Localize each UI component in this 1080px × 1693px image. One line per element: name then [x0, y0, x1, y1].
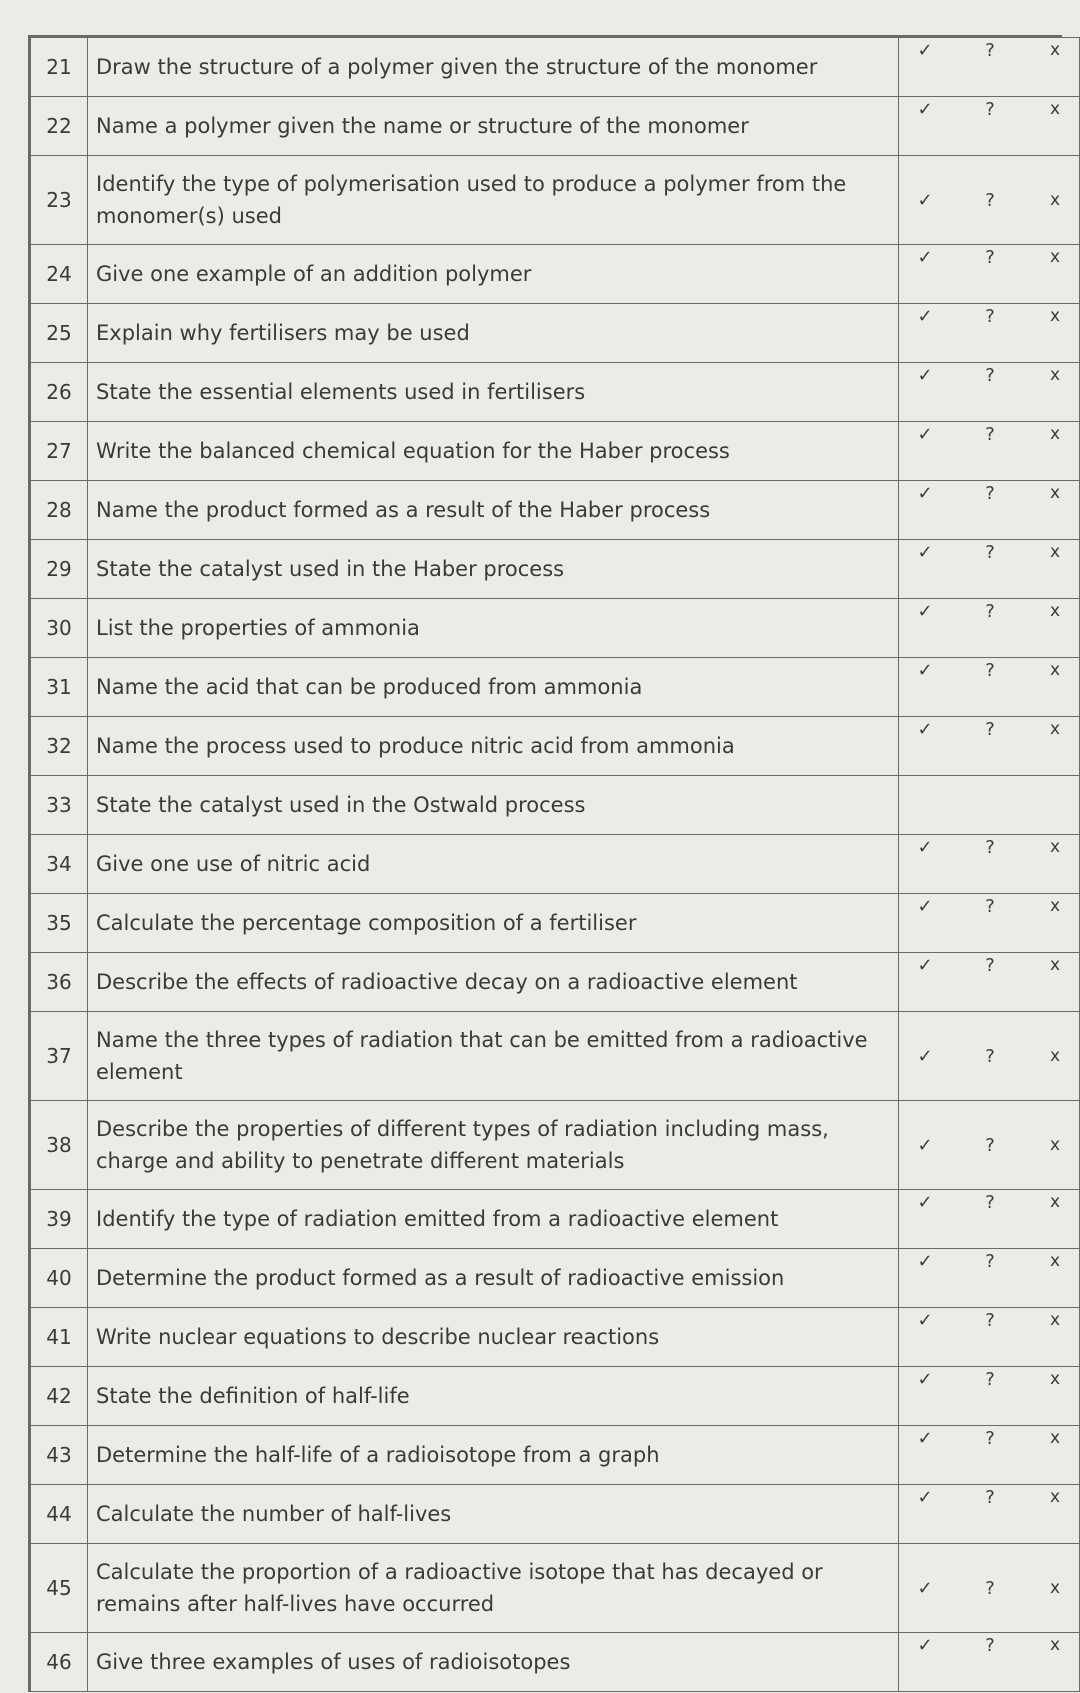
- marks-group: [899, 302, 1079, 364]
- row-marks: [899, 894, 1080, 953]
- table-row: [31, 1426, 1080, 1485]
- tick-mark[interactable]: ✓: [917, 40, 933, 61]
- row-number: 23: [31, 156, 88, 245]
- table-row: [31, 1101, 1080, 1190]
- table-row: [31, 1012, 1080, 1101]
- row-number: 38: [31, 1101, 88, 1190]
- row-marks: [899, 1485, 1080, 1544]
- row-marks: [899, 835, 1080, 894]
- table-row: [31, 1367, 1080, 1426]
- row-number: 37: [31, 1012, 88, 1101]
- row-number: 24: [31, 245, 88, 304]
- row-number: 35: [31, 894, 88, 953]
- row-objective: Calculate the number of half-lives: [88, 1485, 899, 1544]
- table-row: [31, 717, 1080, 776]
- table-row: [31, 894, 1080, 953]
- marks-group: [899, 892, 1079, 954]
- cross-mark[interactable]: x: [1049, 1310, 1061, 1330]
- unsure-mark[interactable]: ?: [985, 1045, 995, 1067]
- tick-mark[interactable]: ✓: [917, 660, 933, 681]
- unsure-mark[interactable]: ?: [985, 189, 995, 211]
- row-marks: [899, 1633, 1080, 1692]
- tick-mark[interactable]: ✓: [917, 601, 933, 622]
- marks-group: [899, 656, 1079, 718]
- row-objective: State the catalyst used in the Haber process: [88, 540, 899, 599]
- unsure-mark[interactable]: ?: [985, 1369, 995, 1390]
- cross-mark[interactable]: x: [1049, 955, 1061, 975]
- row-marks: [899, 1367, 1080, 1426]
- tick-mark[interactable]: ✓: [917, 1577, 933, 1599]
- unsure-mark[interactable]: ?: [985, 1577, 995, 1599]
- unsure-mark[interactable]: ?: [985, 542, 995, 563]
- row-number: 36: [31, 953, 88, 1012]
- unsure-mark[interactable]: ?: [985, 837, 995, 858]
- marks-group: [899, 833, 1079, 895]
- table-row: [31, 38, 1080, 97]
- row-objective: Give three examples of uses of radioisotopes: [88, 1633, 899, 1692]
- row-number: 40: [31, 1249, 88, 1308]
- row-number: 42: [31, 1367, 88, 1426]
- table-row: [31, 304, 1080, 363]
- marks-group: [899, 243, 1079, 305]
- marks-group: [899, 361, 1079, 423]
- marks-group: [899, 1631, 1079, 1693]
- tick-mark[interactable]: ✓: [917, 719, 933, 740]
- table-row: [31, 1190, 1080, 1249]
- cross-mark[interactable]: x: [1049, 660, 1061, 680]
- row-marks: [899, 245, 1080, 304]
- tick-mark[interactable]: ✓: [917, 1428, 933, 1449]
- cross-mark[interactable]: x: [1049, 365, 1061, 385]
- row-number: 31: [31, 658, 88, 717]
- row-objective: Draw the structure of a polymer given the structure of the monomer: [88, 38, 899, 97]
- table-row: [31, 540, 1080, 599]
- cross-mark[interactable]: x: [1049, 424, 1061, 444]
- row-objective: Describe the properties of different types of radiation including mass, charge and ability to penetrate different materials: [88, 1101, 899, 1190]
- cross-mark[interactable]: x: [1049, 896, 1061, 916]
- unsure-mark[interactable]: ?: [985, 1635, 995, 1656]
- row-number: 33: [31, 776, 88, 835]
- row-number: 30: [31, 599, 88, 658]
- table-row: [31, 599, 1080, 658]
- cross-mark[interactable]: x: [1049, 247, 1061, 267]
- row-objective: Calculate the percentage composition of a fertiliser: [88, 894, 899, 953]
- unsure-mark[interactable]: ?: [985, 955, 995, 976]
- marks-group: [899, 597, 1079, 659]
- row-number: 45: [31, 1544, 88, 1633]
- marks-group: [899, 951, 1079, 1013]
- checklist-table: [30, 37, 1080, 1692]
- marks-group: [899, 1365, 1079, 1427]
- marks-group: [899, 1188, 1079, 1250]
- row-number: 46: [31, 1633, 88, 1692]
- cross-mark[interactable]: x: [1049, 99, 1061, 119]
- row-marks: [899, 1544, 1080, 1633]
- tick-mark[interactable]: ✓: [917, 247, 933, 268]
- table-row: [31, 422, 1080, 481]
- row-number: 41: [31, 1308, 88, 1367]
- tick-mark[interactable]: ✓: [917, 424, 933, 445]
- row-marks: [899, 599, 1080, 658]
- row-number: 29: [31, 540, 88, 599]
- row-number: 32: [31, 717, 88, 776]
- row-number: 28: [31, 481, 88, 540]
- table-row: [31, 97, 1080, 156]
- row-number: 21: [31, 38, 88, 97]
- marks-group: [899, 538, 1079, 600]
- row-marks: [899, 1012, 1080, 1101]
- row-marks: [899, 1101, 1080, 1190]
- table-row: [31, 953, 1080, 1012]
- tick-mark[interactable]: ✓: [917, 365, 933, 386]
- row-marks: [899, 1190, 1080, 1249]
- row-marks: [899, 717, 1080, 776]
- tick-mark[interactable]: ✓: [917, 1369, 933, 1390]
- table-row: [31, 363, 1080, 422]
- row-marks: [899, 38, 1080, 97]
- cross-mark[interactable]: x: [1049, 1487, 1061, 1507]
- marks-group: [899, 776, 1079, 834]
- tick-mark[interactable]: ✓: [917, 1487, 933, 1508]
- row-number: 22: [31, 97, 88, 156]
- row-marks: [899, 97, 1080, 156]
- cross-mark[interactable]: x: [1049, 1135, 1061, 1155]
- unsure-mark[interactable]: ?: [985, 365, 995, 386]
- table-row: [31, 156, 1080, 245]
- row-objective: Calculate the proportion of a radioactive isotope that has decayed or remains after half-lives have occurred: [88, 1544, 899, 1633]
- row-objective: Give one use of nitric acid: [88, 835, 899, 894]
- checklist-sheet: [28, 35, 1062, 1692]
- row-marks: [899, 363, 1080, 422]
- unsure-mark[interactable]: ?: [985, 601, 995, 622]
- row-objective: Name the product formed as a result of the Haber process: [88, 481, 899, 540]
- cross-mark[interactable]: x: [1049, 1192, 1061, 1212]
- tick-mark[interactable]: ✓: [917, 99, 933, 120]
- checklist-body: [31, 38, 1080, 1692]
- cross-mark[interactable]: x: [1049, 1428, 1061, 1448]
- row-objective: State the essential elements used in fertilisers: [88, 363, 899, 422]
- tick-mark[interactable]: ✓: [917, 1635, 933, 1656]
- row-number: 34: [31, 835, 88, 894]
- tick-mark[interactable]: ✓: [917, 896, 933, 917]
- cross-mark[interactable]: x: [1049, 306, 1061, 326]
- row-marks: [899, 481, 1080, 540]
- table-row: [31, 776, 1080, 835]
- unsure-mark[interactable]: ?: [985, 483, 995, 504]
- tick-mark[interactable]: ✓: [917, 1134, 933, 1156]
- table-row: [31, 658, 1080, 717]
- marks-group: [899, 1101, 1079, 1189]
- table-row: [31, 835, 1080, 894]
- row-objective: Give one example of an addition polymer: [88, 245, 899, 304]
- row-objective: Explain why fertilisers may be used: [88, 304, 899, 363]
- row-objective: Describe the effects of radioactive decay on a radioactive element: [88, 953, 899, 1012]
- cross-mark[interactable]: x: [1049, 190, 1061, 210]
- cross-mark[interactable]: x: [1049, 1251, 1061, 1271]
- marks-group: [899, 1306, 1079, 1368]
- unsure-mark[interactable]: ?: [985, 1310, 995, 1331]
- row-objective: State the catalyst used in the Ostwald process: [88, 776, 899, 835]
- unsure-mark[interactable]: ?: [985, 1192, 995, 1213]
- tick-mark[interactable]: ✓: [917, 189, 933, 211]
- row-objective: Identify the type of radiation emitted from a radioactive element: [88, 1190, 899, 1249]
- row-objective: List the properties of ammonia: [88, 599, 899, 658]
- cross-mark[interactable]: x: [1049, 1369, 1061, 1389]
- tick-mark[interactable]: ✓: [917, 1251, 933, 1272]
- row-marks: [899, 658, 1080, 717]
- marks-group: [899, 420, 1079, 482]
- cross-mark[interactable]: x: [1049, 483, 1061, 503]
- cross-mark[interactable]: x: [1049, 837, 1061, 857]
- unsure-mark[interactable]: ?: [985, 660, 995, 681]
- unsure-mark[interactable]: ?: [985, 1134, 995, 1156]
- table-row: [31, 1485, 1080, 1544]
- tick-mark[interactable]: ✓: [917, 1192, 933, 1213]
- marks-group: [899, 1012, 1079, 1100]
- table-row: [31, 245, 1080, 304]
- cross-mark[interactable]: x: [1049, 1046, 1061, 1066]
- unsure-mark[interactable]: ?: [985, 1487, 995, 1508]
- row-number: 27: [31, 422, 88, 481]
- row-number: 39: [31, 1190, 88, 1249]
- row-objective: Name the process used to produce nitric acid from ammonia: [88, 717, 899, 776]
- tick-mark[interactable]: ✓: [917, 306, 933, 327]
- row-number: 25: [31, 304, 88, 363]
- tick-mark[interactable]: ✓: [917, 1045, 933, 1067]
- unsure-mark[interactable]: ?: [985, 1428, 995, 1449]
- unsure-mark[interactable]: ?: [985, 247, 995, 268]
- row-marks: [899, 422, 1080, 481]
- row-objective: Name the acid that can be produced from ammonia: [88, 658, 899, 717]
- row-marks: [899, 304, 1080, 363]
- unsure-mark[interactable]: ?: [985, 99, 995, 120]
- unsure-mark[interactable]: ?: [985, 424, 995, 445]
- tick-mark[interactable]: ✓: [917, 1310, 933, 1331]
- row-objective: Determine the product formed as a result of radioactive emission: [88, 1249, 899, 1308]
- marks-group: [899, 715, 1079, 777]
- tick-mark[interactable]: ✓: [917, 483, 933, 504]
- row-marks: [899, 1426, 1080, 1485]
- row-marks: [899, 1249, 1080, 1308]
- tick-mark[interactable]: ✓: [917, 955, 933, 976]
- cross-mark[interactable]: x: [1049, 40, 1061, 60]
- table-row: [31, 481, 1080, 540]
- row-objective: Name a polymer given the name or structure of the monomer: [88, 97, 899, 156]
- table-row: [31, 1544, 1080, 1633]
- row-objective: State the definition of half-life: [88, 1367, 899, 1426]
- unsure-mark[interactable]: ?: [985, 40, 995, 61]
- tick-mark[interactable]: ✓: [917, 542, 933, 563]
- row-number: 43: [31, 1426, 88, 1485]
- row-marks: [899, 776, 1080, 835]
- row-objective: Identify the type of polymerisation used to produce a polymer from the monomer(s) used: [88, 156, 899, 245]
- row-objective: Name the three types of radiation that can be emitted from a radioactive element: [88, 1012, 899, 1101]
- marks-group: [899, 36, 1079, 98]
- cross-mark[interactable]: x: [1049, 542, 1061, 562]
- marks-group: [899, 479, 1079, 541]
- table-row: [31, 1249, 1080, 1308]
- cross-mark[interactable]: x: [1049, 601, 1061, 621]
- marks-group: [899, 1424, 1079, 1486]
- marks-group: [899, 95, 1079, 157]
- marks-group: [899, 1247, 1079, 1309]
- row-objective: Determine the half-life of a radioisotope from a graph: [88, 1426, 899, 1485]
- cross-mark[interactable]: x: [1049, 719, 1061, 739]
- unsure-mark[interactable]: ?: [985, 1251, 995, 1272]
- unsure-mark[interactable]: ?: [985, 306, 995, 327]
- cross-mark[interactable]: x: [1049, 1578, 1061, 1598]
- row-marks: [899, 953, 1080, 1012]
- unsure-mark[interactable]: ?: [985, 896, 995, 917]
- unsure-mark[interactable]: ?: [985, 719, 995, 740]
- row-marks: [899, 540, 1080, 599]
- table-row: [31, 1308, 1080, 1367]
- cross-mark[interactable]: x: [1049, 1635, 1061, 1655]
- row-marks: [899, 1308, 1080, 1367]
- table-row: [31, 1633, 1080, 1692]
- row-marks: [899, 156, 1080, 245]
- row-number: 44: [31, 1485, 88, 1544]
- row-objective: Write nuclear equations to describe nuclear reactions: [88, 1308, 899, 1367]
- row-number: 26: [31, 363, 88, 422]
- marks-group: [899, 156, 1079, 244]
- tick-mark[interactable]: ✓: [917, 837, 933, 858]
- marks-group: [899, 1544, 1079, 1632]
- marks-group: [899, 1483, 1079, 1545]
- row-objective: Write the balanced chemical equation for the Haber process: [88, 422, 899, 481]
